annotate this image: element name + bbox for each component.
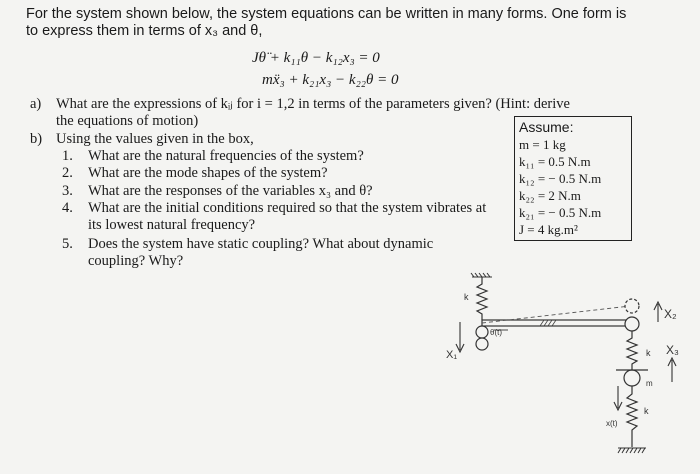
- x3-label: X₃: [666, 343, 679, 357]
- x1-label: X₁: [446, 349, 458, 361]
- mechanical-system-diagram: [420, 262, 700, 467]
- question-b-item-3: [62, 183, 482, 200]
- question-b-label: b): [30, 131, 43, 147]
- assume-line-k12: k₁₂ = − 0.5 N.m: [519, 171, 602, 186]
- item-text: What are the responses of the variables x₃ and θ?: [88, 183, 373, 199]
- rigid-bar: [482, 320, 632, 326]
- item-number: 5.: [62, 236, 73, 252]
- assume-line-k11: k₁₁ = 0.5 N.m: [519, 154, 591, 169]
- bottom-spring-label: k: [644, 406, 649, 416]
- question-b-item-4: [62, 200, 512, 234]
- question-b-item-1: [62, 148, 482, 165]
- item-number: 1.: [62, 148, 73, 164]
- mass-icon: [624, 370, 640, 386]
- item-number: 2.: [62, 165, 73, 181]
- left-pivot-lower-icon: [476, 338, 488, 350]
- assume-title: Assume:: [519, 119, 574, 135]
- question-b-intro: Using the values given in the box,: [56, 131, 254, 147]
- bottom-ground-icon: [618, 448, 646, 453]
- assume-line-m: m = 1 kg: [519, 137, 566, 152]
- right-spring-label: k: [646, 348, 651, 358]
- bottom-spring-icon: [627, 386, 637, 447]
- left-spring-icon: [477, 277, 487, 320]
- left-pivot-icon: [476, 326, 488, 338]
- item-number: 3.: [62, 183, 73, 199]
- intro-text: [26, 6, 686, 40]
- left-spring-label: k: [464, 292, 469, 302]
- question-b-item-2: [62, 165, 482, 182]
- right-spring-icon: [627, 331, 637, 370]
- assume-line-k22: k₂₂ = 2 N.m: [519, 188, 581, 203]
- item-number: 4.: [62, 200, 73, 216]
- assume-line-k21: k₂₁ = − 0.5 N.m: [519, 205, 602, 220]
- right-pivot-icon: [625, 317, 639, 331]
- equation-2: mẍ₃ + k₂₁x₃ − k₂₂θ = 0: [262, 72, 399, 88]
- question-b: [30, 131, 530, 148]
- item-text: What are the initial conditions required so that the system vibrates at: [88, 200, 487, 216]
- question-b-item-5: [62, 236, 482, 270]
- item-text-continued: coupling? Why?: [88, 253, 184, 269]
- assume-line-j: J = 4 kg.m²: [519, 222, 578, 237]
- question-a-label: a): [30, 96, 42, 112]
- theta-label: θ(t): [490, 328, 502, 337]
- item-text: What are the mode shapes of the system?: [88, 165, 328, 181]
- top-ground-icon: [471, 273, 492, 277]
- item-text: What are the natural frequencies of the system?: [88, 148, 364, 164]
- item-text: Does the system have static coupling? What about dynamic: [88, 236, 434, 252]
- right-top-circle-icon: [625, 299, 639, 313]
- xt-label: x(t): [606, 419, 618, 428]
- intro-line-2: to express them in terms of x₃ and θ,: [26, 23, 263, 39]
- intro-line-1: For the system shown below, the system equations can be written in many forms. One form is: [26, 6, 627, 22]
- assume-box: [514, 116, 632, 241]
- question-a-line-1: What are the expressions of kᵢⱼ for i = 1,2 in terms of the parameters given? (Hint: derive: [56, 96, 570, 112]
- x2-label: X₂: [664, 307, 677, 321]
- question-a-line-2: the equations of motion): [56, 113, 199, 129]
- equation-1: Jθ̈ + k₁₁θ − k₁₂x₃ = 0: [252, 50, 380, 66]
- bar-hatch: [540, 320, 556, 326]
- item-text-continued: its lowest natural frequency?: [88, 217, 256, 233]
- mass-label: m: [646, 379, 653, 388]
